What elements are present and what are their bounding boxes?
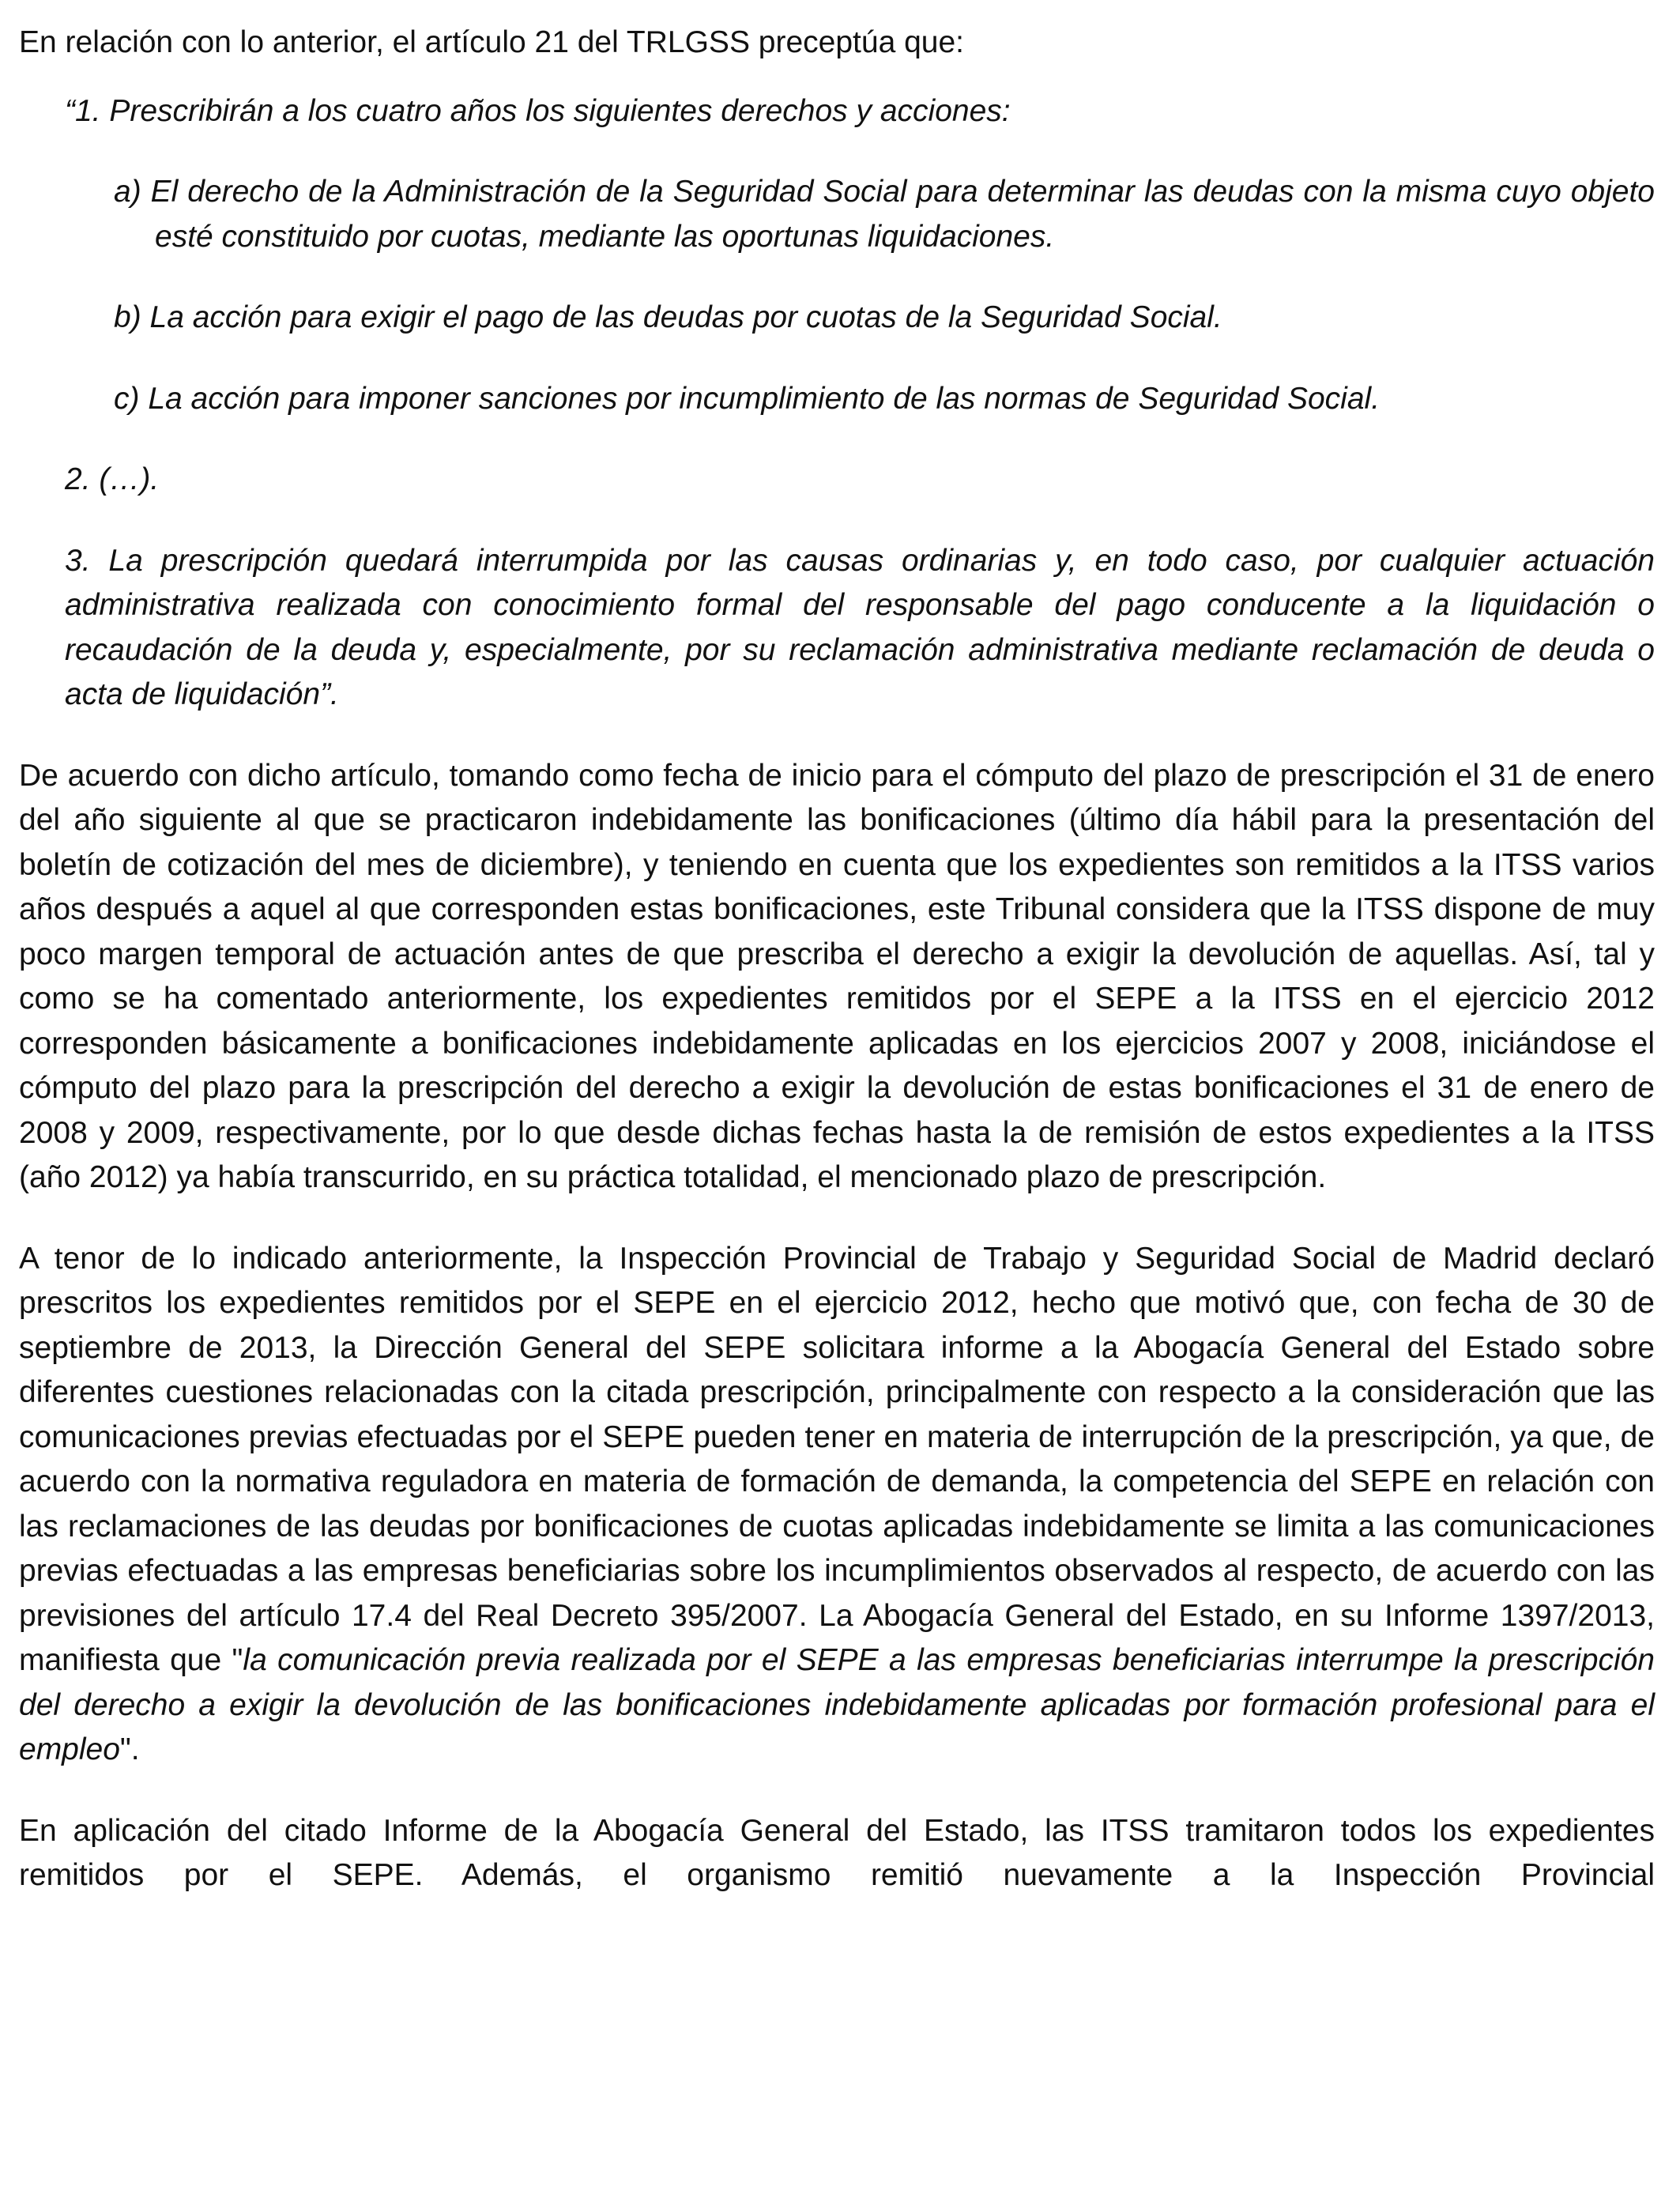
quote-item-1: “1. Prescribirán a los cuatro años los siguientes derechos y acciones: xyxy=(65,93,1011,128)
informe-quote: la comunicación previa realizada por el SEPE a las empresas beneficiarias interrumpe la prescripción del derecho a exigir la devolución de las bonificaciones indebidamente aplicadas por formación profesional para el empleo xyxy=(19,1643,1655,1766)
body-paragraph-2 xyxy=(19,1237,1655,1773)
paragraph-2-tail: ". xyxy=(119,1732,140,1766)
legal-quote xyxy=(19,89,1655,718)
paragraph-2-text: A tenor de lo indicado anteriormente, la Inspección Provincial de Trabajo y Seguridad Social de Madrid declaró prescritos los expedientes remitidos por el SEPE en el ejercicio 2012, hecho que motivó que, con fecha de 30 de septiembre de 2013, la Dirección General del SEPE solicitara informe a la Abogacía General del Estado sobre diferentes cuestiones relacionadas con la citada prescripción, principalmente con respecto a la consideración que las comunicaciones previas efectuadas por el SEPE pueden tener en materia de interrupción de la prescripción, ya que, de acuerdo con la normativa reguladora en materia de formación de demanda, la competencia del SEPE en relación con las reclamaciones de las deudas por bonificaciones de cuotas aplicadas indebidamente se limita a las comunicaciones previas efectuadas a las empresas beneficiarias sobre los incumplimientos observados al respecto, de acuerdo con las previsiones del artículo 17.4 del Real Decreto 395/2007. La Abogacía General del Estado, en su Informe 1397/2013, manifiesta que " xyxy=(19,1241,1655,1677)
body-paragraph-1: De acuerdo con dicho artículo, tomando como fecha de inicio para el cómputo del plazo de prescripción el 31 de enero del año siguiente al que se practicaron indebidamente las bonificaciones (último día hábil para la presentación del boletín de cotización del mes de diciembre), y teniendo en cuenta que los expedientes son remitidos a la ITSS varios años después a aquel al que corresponden estas bonificaciones, este Tribunal considera que la ITSS dispone de muy poco margen temporal de actuación antes de que prescriba el derecho a exigir la devolución de aquellas. Así, tal y como se ha comentado anteriormente, los expedientes remitidos por el SEPE a la ITSS en el ejercicio 2012 corresponden básicamente a bonificaciones indebidamente aplicadas en los ejercicios 2007 y 2008, iniciándose el cómputo del plazo para la prescripción del derecho a exigir la devolución de estas bonificaciones el 31 de enero de 2008 y 2009, respectivamente, por lo que desde dichas fechas hasta la de remisión de estos expedientes a la ITSS (año 2012) ya había transcurrido, en su práctica totalidad, el mencionado plazo de prescripción. xyxy=(19,758,1655,1194)
quote-item-b: b) La acción para exigir el pago de las deudas por cuotas de la Seguridad Social. xyxy=(114,300,1222,334)
quote-item-a: a) El derecho de la Administración de la Seguridad Social para determinar las deudas con la misma cuyo objeto esté constituido por cuotas, mediante las oportunas liquidaciones. xyxy=(114,175,1655,254)
intro-paragraph: En relación con lo anterior, el artículo 21 del TRLGSS preceptúa que: xyxy=(19,25,964,59)
quote-item-3: 3. La prescripción quedará interrumpida por las causas ordinarias y, en todo caso, por cualquier actuación administrativa realizada con conocimiento formal del responsable del pago conducente a la liquidación o recaudación de la deuda y, especialmente, por su reclamación administrativa mediante reclamación de deuda o acta de liquidación”. xyxy=(65,543,1655,711)
document-page xyxy=(19,21,1655,1898)
body-paragraph-3: En aplicación del citado Informe de la Abogacía General del Estado, las ITSS tramitaron todos los expedientes remitidos por el SEPE. Además, el organismo remitió nuevamente a la Inspección Provincial xyxy=(19,1813,1655,1892)
quote-item-2: 2. (…). xyxy=(65,462,160,496)
quote-item-c: c) La acción para imponer sanciones por incumplimiento de las normas de Seguridad Social. xyxy=(114,381,1381,416)
